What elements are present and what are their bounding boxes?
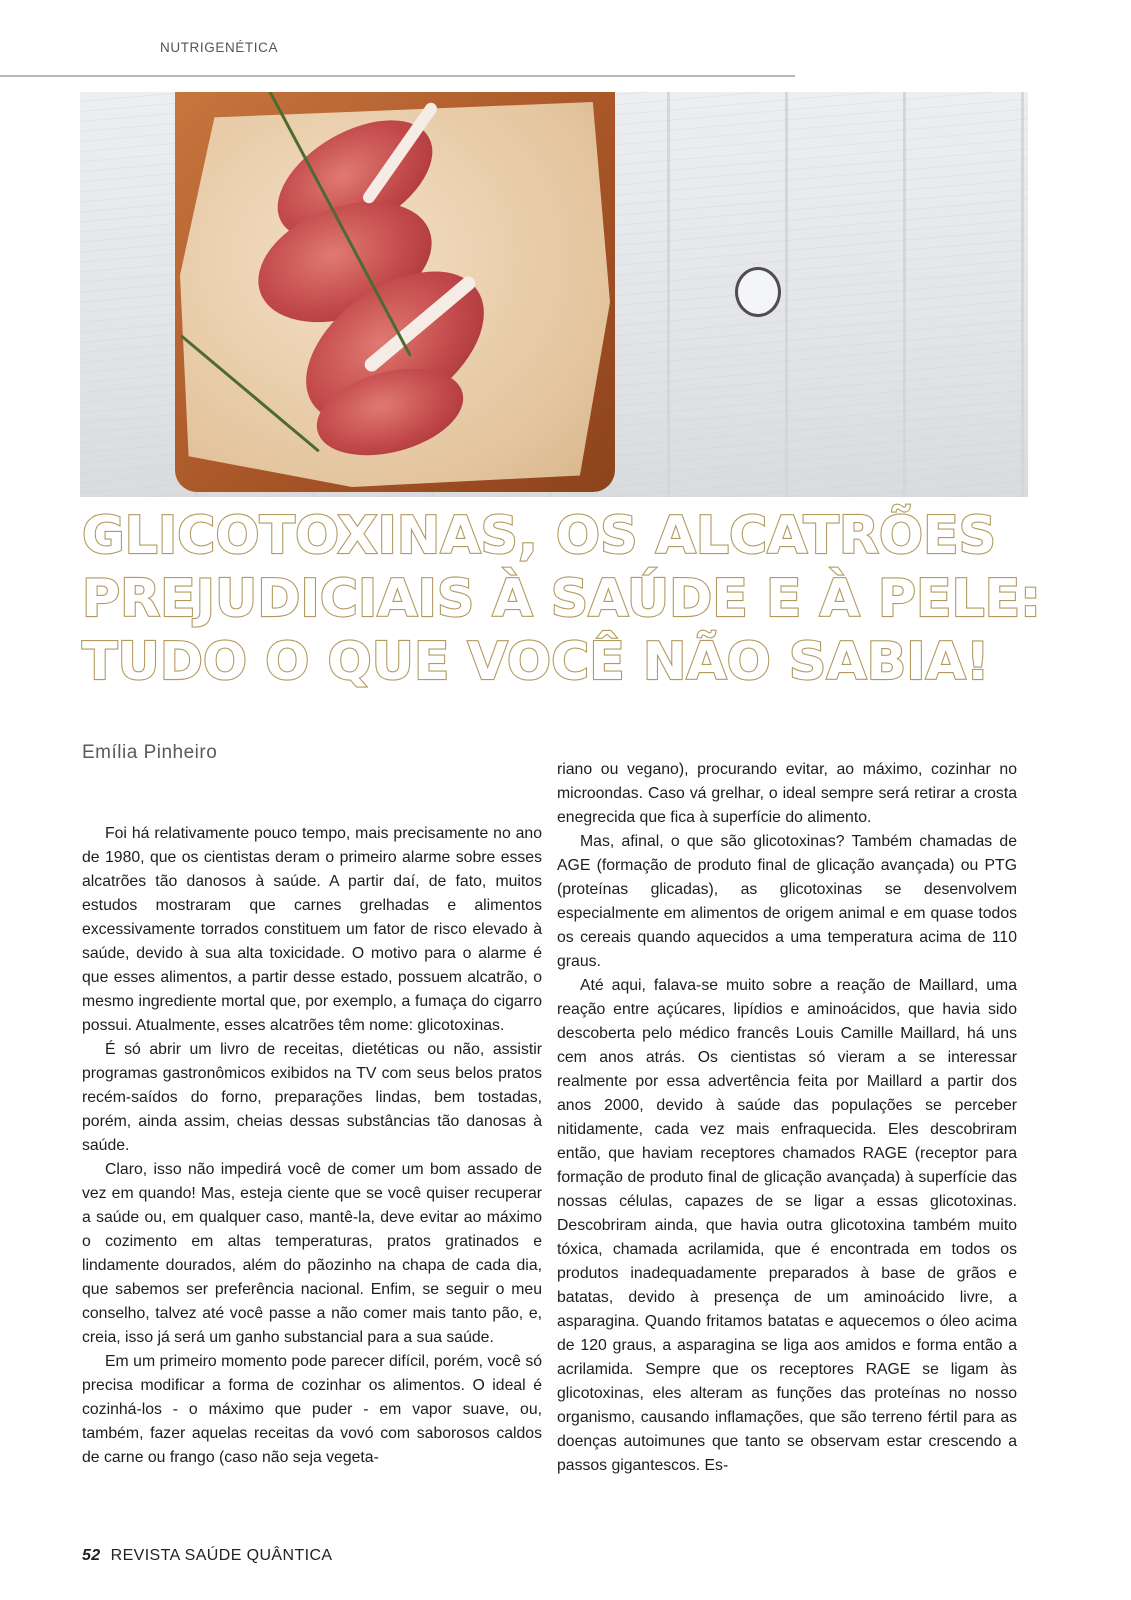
wood-knot — [735, 267, 781, 317]
paragraph: É só abrir um livro de receitas, dietéticas ou não, assistir programas gastronômicos exibidos na TV com seus belos pratos recém-saídos do forno, preparações lindas, bem tostadas, porém, ainda assim, cheias dessas substâncias tão danosas à saúde. — [82, 1041, 542, 1154]
hero-image — [80, 92, 1028, 497]
headline-line-1: GLICOTOXINAS, OS ALCATRÕES — [82, 506, 997, 566]
paragraph: Claro, isso não impedirá você de comer um bom assado de vez em quando! Mas, esteja ciente que se você quiser recuperar a saúde ou, em qualquer caso, mantê-la, deve evitar ao máximo o cozimento em altas temperaturas, pratos gratinados e lindamente dourados, além do pãozinho na chapa de cada dia, que sabemos ser preferência nacional. Enfim, se seguir o meu conselho, talvez até você passe a não comer mais tanto pão, e, creia, isso já será um ganho substancial para a sua saúde. — [82, 1161, 542, 1346]
paragraph: Até aqui, falava-se muito sobre a reação de Maillard, uma reação entre açúcares, lipídios e aminoácidos, que havia sido descoberta pelo médico francês Louis Camille Maillard, há uns cem anos atrás. Os cientistas só vieram a se interessar realmente por essa advertência feita por Maillard a partir dos anos 2000, devido à saúde das populações se perceber nitidamente, cada vez mais enfraquecida. Eles descobriram então, que haviam receptores chamados RAGE (receptor para formação de produto final de glicação avançada) à superfície das nossas células, capazes de se ligar a essas glicotoxinas. Descobriram ainda, que havia outra glicotoxina também muito tóxica, chamada acrilamida, que é encontrada em todos os produtos inadequadamente preparados à base de grãos e batatas, devido à presença de um aminoácido livre, a asparagina. Quando fritamos batatas e aquecemos o óleo acima de 120 graus, a asparagina se liga aos amidos e forma então a acrilamida. Sempre que os receptores RAGE se ligam às glicotoxinas, eles alteram as funções das proteínas no nosso organismo, causando inflamações, que são terreno fértil para as doenças autoimunes que tanto se observam estar crescendo a passos gigantescos. Es- — [557, 977, 1017, 1474]
section-label: NUTRIGENÉTICA — [160, 40, 279, 55]
publication-name: REVISTA SAÚDE QUÂNTICA — [110, 1547, 333, 1564]
page-footer — [82, 1547, 333, 1565]
paragraph: Foi há relativamente pouco tempo, mais precisamente no ano de 1980, que os cientistas deram o primeiro alarme sobre esses alcatrões tão danosos à saúde. A partir daí, de fato, muitos estudos mostraram que carnes grelhadas e alimentos excessivamente torrados constituem um fator de risco elevado à saúde, devido à sua alta toxicidade. O motivo para o alarme é que esses alimentos, a partir desse estado, possuem alcatrão, o mesmo ingrediente mortal que, por exemplo, a fumaça do cigarro possui. Atualmente, esses alcatrões têm nome: glicotoxinas. — [82, 825, 542, 1034]
page-number: 52 — [82, 1547, 101, 1564]
paragraph-continuation: riano ou vegano), procurando evitar, ao máximo, cozinhar no microondas. Caso vá grelhar, o ideal sempre será retirar a crosta enegrecida que fica à superfície do alimento. — [557, 761, 1017, 826]
article-column-right — [557, 758, 1017, 1478]
headline-line-3: TUDO O QUE VOCÊ NÃO SABIA! — [82, 632, 990, 692]
article-headline — [82, 505, 1042, 694]
section-divider — [0, 75, 795, 77]
author-byline: Emília Pinheiro — [82, 742, 218, 763]
headline-line-2: PREJUDICIAIS À SAÚDE E À PELE: — [82, 569, 1041, 629]
paragraph: Mas, afinal, o que são glicotoxinas? Também chamadas de AGE (formação de produto final de glicação avançada) ou PTG (proteínas glicadas), as glicotoxinas se desenvolvem especialmente em alimentos de origem animal e em quase todos os cereais quando aquecidos a uma temperatura acima de 110 graus. — [557, 833, 1017, 970]
paragraph: Em um primeiro momento pode parecer difícil, porém, você só precisa modificar a forma de cozinhar os alimentos. O ideal é cozinhá-los - o máximo que puder - em vapor suave, ou, também, fazer aquelas receitas da vovó com saborosos caldos de carne ou frango (caso não seja vegeta- — [82, 1353, 542, 1466]
article-column-left — [82, 822, 542, 1470]
